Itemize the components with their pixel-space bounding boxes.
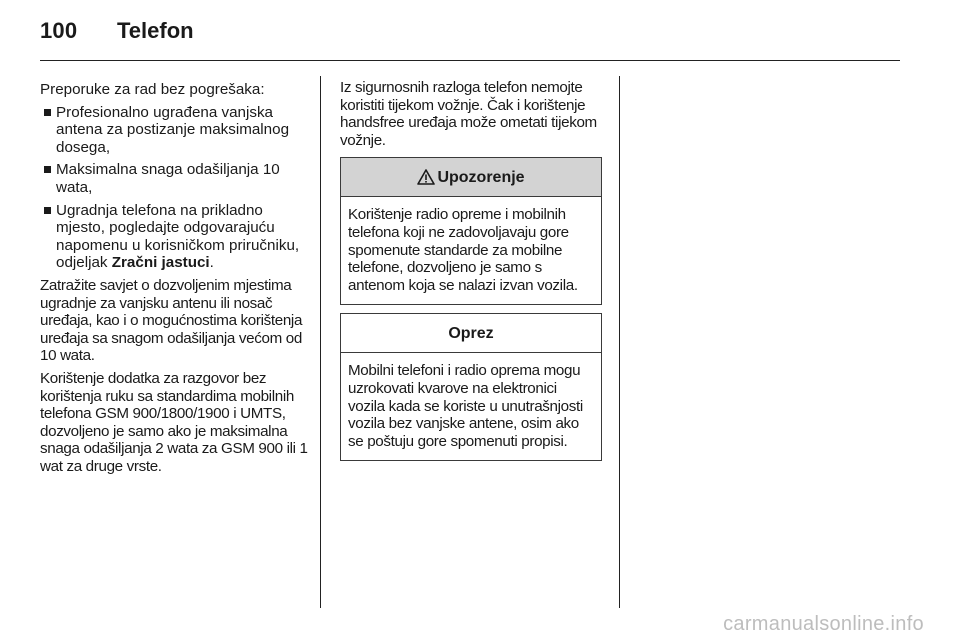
warning-title: Upozorenje: [437, 168, 525, 186]
caution-title: Oprez: [448, 324, 494, 342]
list-item-suffix: .: [209, 254, 214, 272]
recommendations-intro: Preporuke za rad bez pogrešaka:: [40, 81, 265, 98]
recommendations-list: [40, 104, 316, 272]
warning-box: [340, 157, 602, 305]
watermark: carmanualsonline.info: [723, 613, 924, 635]
caution-box: [340, 313, 602, 461]
middle-column: [340, 79, 602, 461]
list-item: Profesionalno ugrađena vanjska antena za postizanje maksimalnog dosega,: [40, 104, 316, 157]
list-item: Maksimalna snaga odašiljanja 10 wata,: [40, 161, 316, 196]
airbags-reference-link[interactable]: Zračni jastuci: [111, 254, 210, 272]
left-column: [40, 81, 316, 480]
page-title: Telefon: [117, 18, 194, 43]
antenna-advice-paragraph: Zatražite savjet o dozvoljenim mjestima ugradnje za vanjsku antenu ili nosač uređaja, kao i o mogućnostima korištenja uređaja sa snagom odašiljanja većom od 10 wata.: [40, 276, 303, 365]
column-divider-right: [619, 76, 620, 608]
caution-text: Mobilni telefoni i radio oprema mogu uzrokovati kvarove na elektronici vozila kada se koriste u unutrašnjosti vozila bez vanjske antene, osim ako se poštuju gore spomenuti propisi.: [348, 362, 583, 450]
column-divider-left: [320, 76, 321, 608]
warning-triangle-icon: [417, 169, 435, 185]
warning-header: [341, 158, 601, 197]
page-number: 100: [40, 18, 78, 43]
list-item: [40, 202, 316, 272]
header-rule: [40, 60, 900, 61]
caution-header: [341, 314, 601, 353]
safety-intro: Iz sigurnosnih razloga telefon nemojte koristiti tijekom vožnje. Čak i korištenje handsfree uređaja može ometati tijekom vožnje.: [340, 79, 597, 149]
handsfree-paragraph: Korištenje dodatka za razgovor bez korištenja ruku sa standardima mobilnih telefona GSM 900/1800/1900 i UMTS, dozvoljeno je samo ako je maksimalna snaga odašiljanja 2 wata za GSM 900 ili 1 wat za druge vrste.: [40, 369, 308, 475]
list-item-text: Ugradnja telefona na prikladno mjesto, pogledajte odgovarajuću napomenu u korisničkom priručniku, odjeljak: [56, 201, 300, 272]
warning-text: Korištenje radio opreme i mobilnih telefona koji ne zadovoljavaju gore spomenute standarde za mobilne telefone, dozvoljeno je samo s antenom koja se nalazi izvan vozila.: [348, 206, 578, 294]
